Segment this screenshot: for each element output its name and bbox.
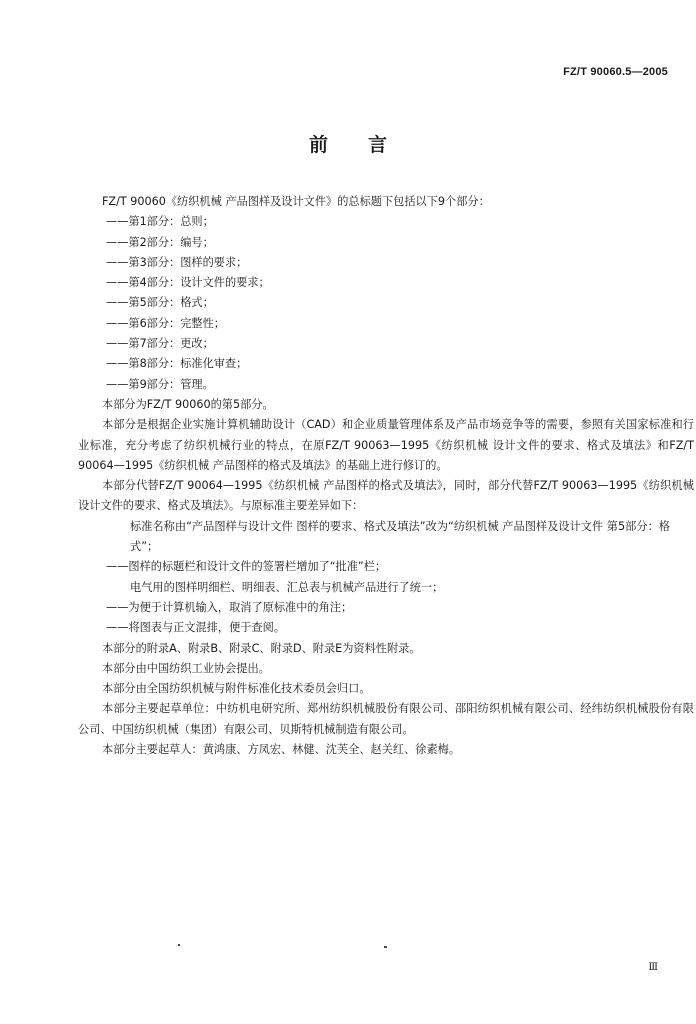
scan-speck <box>178 944 180 946</box>
replace-paragraph-text: 本部分代替FZ/T 90064—1995《纺织机械 产品图样的格式及填法》，同时，部分代替FZ/T 90063—1995《纺织机械 设计文件的要求、格式及填法》。与原标准主要差异如下： <box>78 479 694 513</box>
page-number: Ⅲ <box>648 962 658 973</box>
scan-speck <box>384 946 387 948</box>
basis-paragraph-text: 本部分是根据企业实施计算机辅助设计（CAD）和企业质量管理体系及产品市场竞争等的需要，参照有关国家标准和行业标准，充分考虑了纺织机械行业的特点，在原FZ/T 90063—1995《纺织机械 设计文件的要求、格式及填法》和FZ/T 90064—1995《纺织机械 产品图样的格式及填法》的基础上进行修订的。 <box>78 418 694 472</box>
part-item-6: ——第6部分：完整性； <box>106 316 225 330</box>
appendix-line: 本部分的附录A、附录B、附录C、附录D、附录E为资料性附录。 <box>102 641 421 655</box>
part-item-2: ——第2部分：编号； <box>106 235 214 249</box>
drafters-line: 本部分主要起草人：黄鸿康、方凤宏、林健、沈芙全、赵关红、徐素梅。 <box>102 743 461 757</box>
part-item-5: ——第5部分：格式； <box>106 296 214 310</box>
change-item-5: ——将图表与正文混排，便于查阅。 <box>106 621 286 635</box>
drafting-units-text: 本部分主要起草单位：中纺机电研究所、郑州纺织机械股份有限公司、邵阳纺织机械有限公司、经纬纺织机械股份有限公司、中国纺织机械（集团）有限公司、贝斯特机械制造有限公司。 <box>78 702 694 736</box>
part-item-8: ——第8部分：标准化审查； <box>106 357 248 371</box>
standard-number: FZ/T 90060.5—2005 <box>563 66 668 78</box>
intro-line: FZ/T 90060《纺织机械 产品图样及设计文件》的总标题下包括以下9个部分： <box>102 195 490 208</box>
part-item-1: ——第1部分：总则； <box>106 215 214 229</box>
change-item-3: 电气用的图样明细栏、明细表、汇总表与机械产品进行了统一； <box>130 580 444 594</box>
part-item-4: ——第4部分：设计文件的要求； <box>106 276 270 290</box>
page-title: 前言 <box>308 134 427 156</box>
change-item-1: 标准名称由“产品图样与设计文件 图样的要求、格式及填法”改为“纺织机械 产品图样及设计文件 第5部分：格式”； <box>130 519 670 554</box>
proposed-by-line: 本部分由中国纺织工业协会提出。 <box>102 661 270 675</box>
managed-by-line: 本部分由全国纺织机械与附件标准化技术委员会归口。 <box>102 682 371 696</box>
part-item-3: ——第3部分：图样的要求； <box>106 255 248 269</box>
basis-paragraph <box>54 415 694 476</box>
drafting-units-paragraph <box>54 699 694 740</box>
this-part-line: 本部分为FZ/T 90060的第5部分。 <box>102 397 274 411</box>
document-body <box>78 192 694 760</box>
part-item-9: ——第9部分：管理。 <box>106 377 214 391</box>
change-item-2: ——图样的标题栏和设计文件的签署栏增加了“批准”栏； <box>106 560 387 574</box>
replace-paragraph <box>54 476 694 517</box>
change-item-4: ——为便于计算机输入，取消了原标准中的角注； <box>106 600 353 614</box>
part-item-7: ——第7部分：更改； <box>106 337 214 351</box>
